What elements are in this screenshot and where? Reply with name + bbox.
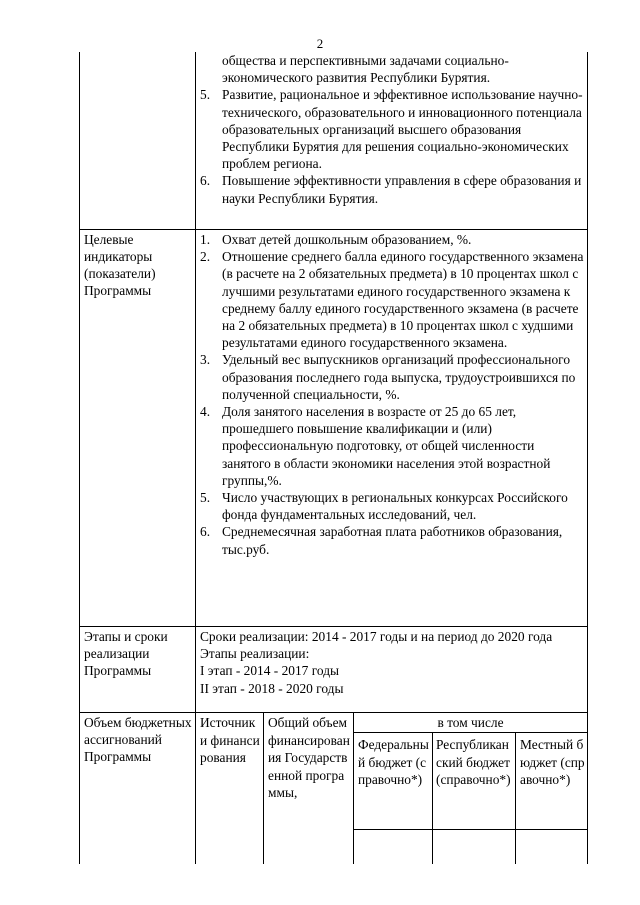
item-number: 6. (200, 524, 211, 540)
item-number: 3. (200, 352, 211, 368)
item-number: 5. (200, 87, 211, 103)
item-number: 5. (200, 490, 211, 506)
budget-including-header: в том числе (437, 715, 504, 730)
stages-cell (200, 628, 584, 697)
list-item (200, 523, 586, 557)
row-divider (79, 626, 588, 627)
list-item (200, 403, 586, 489)
budget-republic-header: Республиканский бюджет (справочно*) (436, 737, 511, 787)
row-divider (353, 829, 588, 830)
item-text: Число участвующих в региональных конкурсах Российского фонда фундаментальных исследований, чел. (222, 490, 568, 523)
item-number: 2. (200, 249, 211, 265)
list-item (200, 248, 586, 351)
stages-heading: Этапы реализации: (200, 646, 310, 662)
tasks-continuation: общества и перспективными задачами социально-экономического развития Республики Бурятия. (222, 53, 509, 86)
budget-source-header: Источники финансирования (200, 715, 260, 765)
indicators-cell (200, 231, 586, 558)
list-item (200, 172, 586, 206)
table-border-right (587, 52, 588, 864)
item-text: Среднемесячная заработная плата работников образования, тыс.руб. (222, 524, 563, 557)
stages-period: Сроки реализации: 2014 - 2017 годы и на период до 2020 года (200, 629, 553, 644)
column-divider (515, 732, 516, 864)
list-item (200, 489, 586, 523)
row-divider (79, 229, 588, 230)
list-item (200, 351, 586, 403)
item-number: 1. (200, 232, 211, 247)
stages-label: Этапы и сроки реализации Программы (84, 629, 168, 678)
tasks-cell (200, 52, 586, 207)
list-item (200, 86, 586, 172)
item-text: Развитие, рациональное и эффективное использование научно-технического, образовательного и инновационного потенциала образовательных организаций высшего образования Республики Бурятия для решения социально-экономических проблем региона. (222, 87, 583, 172)
column-divider (353, 712, 354, 864)
column-divider (432, 732, 433, 864)
page-number: 2 (316, 36, 324, 51)
list-item (200, 231, 586, 248)
budget-total-header: Общий объем финансирования Государственной программы, (268, 715, 350, 800)
stage-one: I этап - 2014 - 2017 годы (200, 663, 339, 679)
stage-two: II этап - 2018 - 2020 годы (200, 680, 344, 696)
item-text: Доля занятого населения в возрасте от 25 до 65 лет, прошедшего повышение квалификации и (или) профессиональную подготовку, от общей численности занятого в области экономики населения этой возрастной группы,%. (222, 404, 551, 488)
item-text: Удельный вес выпускников организаций профессионального образования последнего года выпуска, трудоустроившихся по полученной специальности, %. (222, 352, 576, 402)
budget-label: Объем бюджетных ассигнований Программы (84, 715, 192, 764)
column-divider (263, 712, 264, 864)
row-divider (79, 712, 588, 713)
item-number: 4. (200, 404, 211, 420)
indicators-label: Целевые индикаторы (показатели) Программы (84, 232, 156, 298)
item-text: Охват детей дошкольным образованием, %. (222, 232, 472, 247)
table-border-left (79, 52, 80, 864)
item-number: 6. (200, 173, 211, 189)
budget-federal-header: Федеральный бюджет (справочно*) (358, 737, 429, 787)
budget-local-header: Местный бюджет (справочно*) (520, 737, 585, 787)
row-divider (353, 732, 588, 733)
tasks-list (200, 86, 586, 206)
item-text: Повышение эффективности управления в сфере образования и науки Республики Бурятия. (222, 173, 582, 206)
item-text: Отношение среднего балла единого государственного экзамена (в расчете на 2 обязательных предмета) в 10 процентах школ с лучшими результатами единого государственного экзамена к среднему баллу единого государственного экзамена (в расчете на 2 обязательных предмета) в 10 процентах школ с худшими результатами единого государственного экзамена. (222, 249, 584, 351)
column-divider (195, 52, 196, 864)
indicators-list (200, 231, 586, 558)
